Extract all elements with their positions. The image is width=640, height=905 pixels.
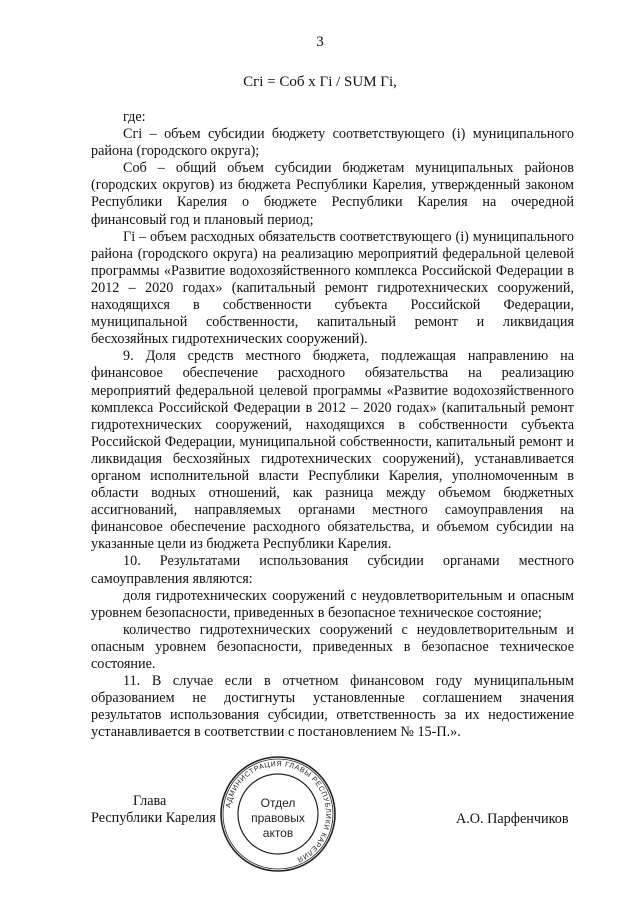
stamp-graphic [219, 755, 337, 873]
paragraph-result-share: доля гидротехнических сооружений с неудовлетворительным и опасным уровнем безопасности, приведенных в безопасное техническое состояние; [91, 587, 574, 621]
page-number: 3 [316, 34, 324, 50]
signature-name: А.О. Парфенчиков [456, 811, 569, 827]
stamp-line1: Отдел [260, 796, 296, 810]
stamp-line3: актов [262, 826, 294, 840]
stamp-line2: правовых [251, 811, 305, 825]
paragraph-where: где: [123, 109, 146, 125]
stamp-ring-text: АДМИНИСТРАЦИЯ ГЛАВЫ РЕСПУБЛИКИ КАРЕЛИЯ [223, 758, 334, 865]
signature-title-line1: Глава [133, 793, 167, 809]
paragraph-result-count: количество гидротехнических сооружений с неудовлетворительным и опасным уровнем безопасности, приведенных в безопасное техническое состояние. [91, 621, 574, 672]
paragraph-sob-definition: Соб – общий объем субсидии бюджетам муниципальных районов (городских округов) из бюджета Республики Карелия, утвержденный законом Республики Карелия о бюджете Республики Карелия на очередной финансовый год и плановый период; [91, 160, 574, 228]
paragraph-item-11: 11. В случае если в отчетном финансовом году муниципальным образованием не достигнуты установленные соглашением значения результатов использования субсидии, ответственность за их недостижение устанавливается в соответствии с постановлением № 15-П.». [91, 673, 574, 741]
formula: Сгi = Соб х Гi / SUM Гi, [243, 74, 397, 90]
signature-title-line2: Республики Карелия [91, 810, 216, 826]
paragraph-gi-definition: Гi – объем расходных обязательств соответствующего (i) муниципального района (городского округа) на реализацию мероприятий федеральной целевой программы «Развитие водохозяйственного комплекса Российской Федерации в 2012 – 2020 годах» (капитальный ремонт гидротехнических сооружений, находящихся в собственности субъекта Российской Федерации, муниципальной собственности, капитальный ремонт и ликвидация бесхозяйных гидротехнических сооружений). [91, 228, 574, 348]
paragraph-sgi-definition: Сгi – объем субсидии бюджету соответствующего (i) муниципального района (городского округа); [91, 126, 574, 160]
signature-title [91, 793, 216, 827]
document-body [91, 109, 574, 741]
official-stamp [219, 755, 337, 873]
paragraph-item-10: 10. Результатами использования субсидии органами местного самоуправления являются: [91, 553, 574, 587]
paragraph-item-9: 9. Доля средств местного бюджета, подлежащая направлению на финансовое обеспечение расходного обязательства на реализацию мероприятий федеральной целевой программы «Развитие водохозяйственного комплекса Российской Федерации в 2012 – 2020 годах» (капитальный ремонт гидротехнических сооружений, находящихся в собственности субъекта Российской Федерации, муниципальной собственности, капитальный ремонт и ликвидация бесхозяйных гидротехнических сооружений), устанавливается органом исполнительной власти Республики Карелия, уполномоченным в области водных отношений, как разница между объемом бюджетных ассигнований, направляемых органами местного самоуправления на финансовое обеспечение расходного обязательства, и объемом субсидии на указанные цели из бюджета Республики Карелия. [91, 348, 574, 553]
